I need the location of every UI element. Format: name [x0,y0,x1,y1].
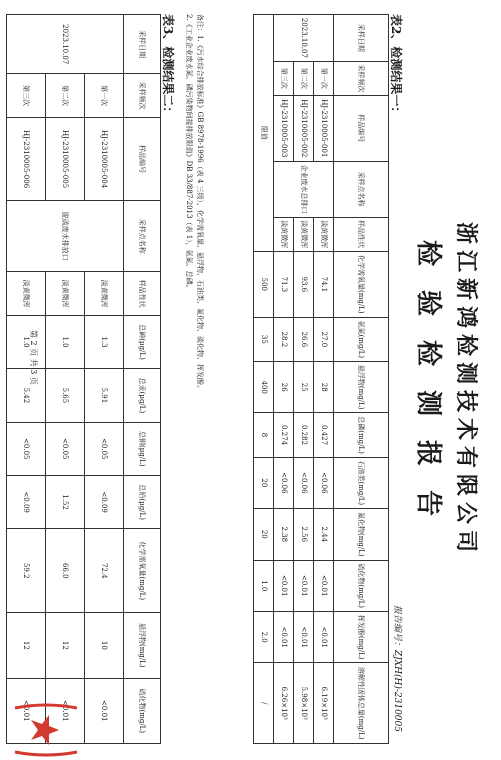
table-cell: 第一次 [314,61,334,95]
table-cell: 59.2 [7,529,46,613]
table-cell: 5.42 [7,369,46,422]
notes [183,14,205,744]
table2-header: 化学需氧量(mg/L) [334,251,389,317]
table-cell: 28.2 [274,317,294,361]
table3-header: 采样频次 [124,74,161,117]
table-cell: 27.0 [314,317,334,361]
table-cell: 66.0 [46,529,85,613]
table-cell: <0.09 [85,475,124,528]
table2-header: 溶解性固体总量(mg/L) [334,663,389,744]
table-cell: <0.05 [46,422,85,475]
table-cell: 26.6 [294,317,314,361]
table2-header: 悬浮物(mg/L) [334,361,389,412]
table2-header: 氨氮(mg/L) [334,317,389,361]
table-cell: 第二次 [46,74,85,117]
table-cell: HJ-2310005-001 [314,96,334,162]
table-row [274,15,294,744]
note-line: 备注：1.《污水综合排放标准》GB 8978-1996（表 4 三级），化学需氧量、悬浮物、石油类、氟化物、硫化物、挥发酚。 [196,14,204,393]
table-cell: <0.05 [7,422,46,475]
limit-label: 限值 [254,15,274,252]
table-cell: 0.427 [314,413,334,457]
table-cell: 8 [254,413,274,457]
table-cell: 第三次 [274,61,294,95]
table-cell: <0.01 [85,678,124,743]
table2-header: 采样日期 [334,15,389,62]
table-cell: <0.01 [294,560,314,611]
table-cell: HJ-2310005-002 [294,96,314,162]
table2-header: 氟化物(mg/L) [334,509,389,560]
table-cell: 淡黄微浑 [85,272,124,315]
table3-date: 2023.10.07 [7,15,124,74]
table-cell: <0.01 [46,678,85,743]
table-cell: 71.3 [274,251,294,317]
table-cell: 1.3 [85,315,124,368]
table-cell: 2.44 [314,509,334,560]
table2-header: 石油类(mg/L) [334,457,389,508]
table-cell: 5.91 [85,369,124,422]
table-cell: 6.26×10³ [274,663,294,744]
report-number: 报告编号：ZJXH(H)-2310005 [392,604,402,732]
table-cell: 26 [274,361,294,412]
table-cell: <0.06 [294,457,314,508]
table3-header: 硫化物(mg/L) [124,678,161,743]
table3-title: 表3、检测结果二： [161,14,175,119]
table-cell: <0.01 [274,611,294,662]
table-cell: <0.06 [274,457,294,508]
table2-title: 表2、检测结果一： [389,14,403,119]
table-cell: 12 [46,613,85,678]
table-row [7,15,46,744]
red-seal-stamp [11,700,81,760]
table-cell: 20 [254,457,274,508]
table-cell: 10 [85,613,124,678]
table-cell: HJ-2310005-006 [7,117,46,200]
table-cell: 25 [294,361,314,412]
table-cell: 淡黄微浑 [7,272,46,315]
table-cell: 6.19×10³ [314,663,334,744]
table3-header: 总砷(μg/L) [124,315,161,368]
table3-header: 总汞(μg/L) [124,369,161,422]
table-cell: <0.01 [314,611,334,662]
table-cell: 0.274 [274,413,294,457]
table-cell: 35 [254,317,274,361]
table-cell: <0.05 [85,422,124,475]
table3-header: 采样点名称 [124,201,161,272]
table-cell: 5.65 [46,369,85,422]
table2-date: 2023.10.07 [274,15,334,62]
table-cell: 第二次 [294,61,314,95]
table-cell: 1.0 [7,315,46,368]
page-number: 第 2 页 共 3 页 [29,330,38,385]
table-cell: 淡黄微浑 [274,217,294,251]
table-cell: 1.0 [254,560,274,611]
table-cell: 400 [254,361,274,412]
table3-header: 样品性状 [124,272,161,315]
table3-header: 化学需氧量(mg/L) [124,529,161,613]
table3-header: 样品编号 [124,117,161,200]
table3-header: 悬浮物(mg/L) [124,613,161,678]
table-cell: 72.4 [85,529,124,613]
table-cell: 5.98×10³ [294,663,314,744]
table2-header: 采样点名称 [334,161,389,217]
table-row-limits [254,15,274,744]
table-row [46,15,85,744]
table2-site: 企业废水总排口 [274,161,334,217]
table-cell: <0.06 [314,457,334,508]
table-cell: 93.6 [294,251,314,317]
table3-header: 总铜(μg/L) [124,422,161,475]
table-cell: <0.01 [274,560,294,611]
table3-header: 采样日期 [124,15,161,74]
table-row [314,15,334,744]
table-cell: HJ-2310005-004 [85,117,124,200]
table2-header: 硫化物(mg/L) [334,560,389,611]
table-cell: 第一次 [85,74,124,117]
table2-header: 挥发酚(mg/L) [334,611,389,662]
table-cell: <0.01 [294,611,314,662]
table-cell: 1.0 [46,315,85,368]
table-cell: 淡黄微浑 [314,217,334,251]
table-cell: HJ-2310005-003 [274,96,294,162]
table3-site: 脱硫废水排放口 [7,201,124,272]
table2-header: 样品编号 [334,96,389,162]
table2-header: 采样频次 [334,61,389,95]
table3-header: 总铅(μg/L) [124,475,161,528]
table-cell: 74.1 [314,251,334,317]
company-name: 浙江新鸿检测技术有限公司 [453,221,479,558]
table-cell: <0.01 [314,560,334,611]
table-cell: 0.282 [294,413,314,457]
table-cell: 1.52 [46,475,85,528]
table2-results [253,14,389,744]
table-cell: 第三次 [7,74,46,117]
table-cell: 12 [7,613,46,678]
table-cell: 28 [314,361,334,412]
table-cell: HJ-2310005-005 [46,117,85,200]
table-cell: <0.09 [7,475,46,528]
table-cell: 2.56 [294,509,314,560]
table-cell: 淡黄微浑 [46,272,85,315]
table-cell: / [254,663,274,744]
table-cell: 2.38 [274,509,294,560]
table-cell: 2.0 [254,611,274,662]
table-row [85,15,124,744]
table-cell: 淡黄微浑 [294,217,314,251]
table2-header: 样品性状 [334,217,389,251]
table-cell: <0.01 [7,678,46,743]
report-title: 检验检测报告 [413,239,443,540]
note-line: 2.《工业企业废水氮、磷污染物间接排放限值》DB 33/887-2013（表 1），氨氮、总磷。 [184,14,193,292]
table-cell: 500 [254,251,274,317]
table-row [294,15,314,744]
table2-header: 总磷(mg/L) [334,413,389,457]
table-cell: 20 [254,509,274,560]
